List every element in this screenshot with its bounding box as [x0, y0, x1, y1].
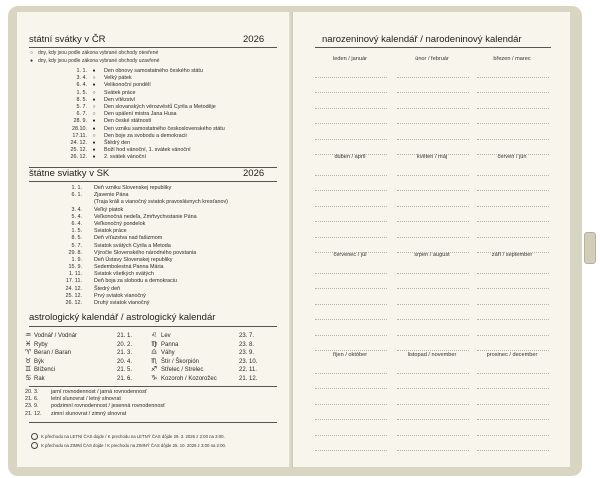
entry-line[interactable] — [477, 420, 549, 436]
sk-holiday-row — [17, 243, 287, 250]
holiday-date: 17. 11. — [65, 278, 82, 285]
month-label: červen / jún — [497, 154, 527, 160]
holiday-name: Svátek práce — [104, 89, 136, 96]
birthday-entry-lines[interactable] — [397, 358, 469, 451]
month-label: říjen / október — [332, 352, 368, 358]
shop-status-icon: ● — [92, 82, 96, 89]
entry-line[interactable] — [477, 160, 549, 176]
holiday-date: 1. 11. — [68, 271, 82, 278]
divider — [29, 386, 277, 387]
divider — [315, 47, 551, 48]
shop-status-icon: ● — [92, 147, 96, 154]
holiday-date: 5. 7. — [76, 103, 87, 110]
holiday-name: Boží hod vánoční, 1. svátek vánoční — [104, 147, 191, 154]
month-label: únor / február — [415, 56, 449, 62]
sk-holiday-row — [17, 278, 287, 285]
shop-status-icon: ○ — [92, 103, 96, 110]
holiday-date: 24. 12. — [65, 285, 82, 292]
entry-line[interactable] — [477, 109, 549, 125]
dst-note-winter — [31, 441, 226, 450]
shop-status-icon: ● — [92, 68, 96, 74]
sk-holiday-row — [17, 228, 287, 235]
cz-holiday-row — [17, 140, 287, 147]
sk-holiday-row — [17, 264, 287, 271]
month-label: květen / máj — [416, 154, 448, 160]
holiday-name: Velký pátek — [104, 75, 132, 82]
holiday-name: Štědrý den — [104, 139, 131, 146]
cz-holiday-row — [17, 133, 287, 140]
zodiac-sign-icon: ♑ — [151, 374, 158, 382]
holiday-name: Veľkonočný pondelok — [94, 220, 146, 227]
sk-holiday-row — [17, 214, 287, 221]
zodiac-sign-icon: ♎ — [151, 349, 158, 356]
season-row — [25, 396, 275, 403]
season-date: 21. 12. — [25, 410, 42, 417]
zodiac-sign-name: Štír / Škorpión — [161, 358, 200, 365]
entry-line[interactable] — [397, 124, 469, 140]
shop-status-icon: ● — [92, 139, 96, 146]
entry-line[interactable] — [315, 124, 387, 140]
cz-holidays-year: 2026 — [243, 34, 265, 45]
entry-line[interactable] — [397, 389, 469, 405]
cz-holiday-list — [17, 68, 287, 161]
holiday-name: Sviatok práce — [94, 228, 127, 235]
clock-icon — [31, 433, 38, 440]
legend-closed-icon: ● — [30, 58, 34, 64]
entry-line[interactable] — [315, 140, 387, 156]
entry-line[interactable] — [315, 62, 387, 78]
shop-status-icon: ● — [92, 154, 96, 161]
dst-note-summer — [31, 432, 226, 441]
entry-line[interactable] — [315, 305, 387, 321]
entry-line[interactable] — [477, 78, 549, 94]
entry-line[interactable] — [315, 289, 387, 305]
zodiac-sign-name: Lev — [161, 333, 171, 339]
shop-status-icon: ● — [92, 125, 96, 132]
sk-holiday-row — [17, 300, 287, 307]
entry-line[interactable] — [397, 405, 469, 421]
dst-note-text: K přechodu na LETNÍ ČAS dojde / K prechodu na LETNÝ ČAS dôjde 29. 3. 2026 z 2:00 na 3:00. — [41, 434, 225, 439]
shop-status-icon: ○ — [92, 132, 96, 139]
entry-line[interactable] — [477, 320, 549, 336]
sk-holiday-row — [17, 271, 287, 278]
holiday-date: 1. 5. — [71, 228, 82, 235]
holiday-date: 6. 4. — [71, 220, 82, 227]
birthday-entry-lines[interactable] — [315, 358, 387, 451]
entry-line[interactable] — [397, 62, 469, 78]
holiday-date: 25. 12. — [70, 147, 87, 154]
month-label: listopad / november — [407, 352, 457, 358]
holiday-date: 24. 12. — [70, 139, 87, 146]
sk-holiday-row — [17, 293, 287, 300]
entry-line[interactable] — [315, 160, 387, 176]
holiday-name: (Traja králi a vianočný sviatok pravoslávnych kresťanov) — [94, 199, 228, 206]
sk-holiday-row — [17, 286, 287, 293]
holiday-name: Sviatok svätých Cyrila a Metoda — [94, 242, 171, 249]
entry-line[interactable] — [315, 191, 387, 207]
shop-status-icon: ● — [92, 96, 96, 103]
cz-holiday-row — [17, 118, 287, 125]
entry-line[interactable] — [397, 289, 469, 305]
entry-line[interactable] — [315, 336, 387, 352]
entry-line[interactable] — [397, 191, 469, 207]
zodiac-sign-icon: ♋ — [25, 374, 32, 382]
entry-line[interactable] — [315, 320, 387, 336]
month-label: březen / marec — [493, 56, 531, 62]
birthday-entry-lines[interactable] — [397, 160, 469, 253]
entry-line[interactable] — [315, 176, 387, 192]
season-date: 23. 9. — [25, 403, 39, 410]
shop-status-icon: ○ — [92, 89, 96, 96]
cz-holiday-row — [17, 75, 287, 82]
elastic-strap[interactable] — [584, 232, 596, 264]
holiday-name: Den vzniku samostatného československého státu — [104, 125, 225, 132]
zodiac-sign-icon: ♈ — [25, 349, 32, 356]
zodiac-sign-name: Býk — [34, 358, 45, 365]
season-row — [25, 403, 275, 410]
cz-holiday-row — [17, 82, 287, 89]
holiday-name: Štedrý deň — [94, 285, 121, 292]
sk-holiday-row — [17, 207, 287, 214]
zodiac-sign-date: 20. 4. — [117, 358, 133, 365]
holiday-date: 3. 4. — [71, 206, 82, 213]
entry-line[interactable] — [477, 258, 549, 274]
entry-line[interactable] — [397, 176, 469, 192]
month-label: prosinec / december — [486, 352, 538, 358]
entry-line[interactable] — [315, 222, 387, 238]
zodiac-sign-name: Kozoroh / Kozorožec — [161, 375, 217, 382]
entry-line[interactable] — [397, 420, 469, 436]
month-label: srpen / august — [414, 252, 450, 258]
zodiac-sign-name: Beran / Baran — [34, 350, 72, 356]
entry-line[interactable] — [315, 258, 387, 274]
entry-line[interactable] — [315, 436, 387, 452]
divider — [29, 47, 277, 48]
birthday-entry-lines[interactable] — [315, 62, 387, 155]
holiday-date: 5. 4. — [71, 213, 82, 220]
holiday-name: Veľkonočná nedeľa, Zmŕtvychvstanie Pána — [94, 213, 197, 220]
holiday-date: 5. 7. — [71, 242, 82, 249]
zodiac-sign-date: 23. 8. — [239, 341, 255, 348]
holiday-date: 6. 4. — [76, 82, 87, 89]
holiday-name: Veľký piatok — [94, 206, 124, 213]
entry-line[interactable] — [397, 222, 469, 238]
entry-line[interactable] — [397, 207, 469, 223]
holiday-date: 8. 5. — [76, 96, 87, 103]
entry-line[interactable] — [477, 124, 549, 140]
birthday-calendar-title: narozeninový kalendář / narodeninový kalendár — [322, 34, 522, 45]
holiday-name: Den upálení mistra Jana Husa — [104, 111, 177, 118]
shop-status-icon: ● — [92, 118, 96, 125]
sk-holiday-row — [17, 257, 287, 264]
holiday-name: Deň Ústavy Slovenskej republiky — [94, 256, 173, 263]
legend-open-icon: ○ — [30, 50, 34, 56]
zodiac-row — [25, 332, 275, 341]
zodiac-sign-date: 22. 11. — [239, 367, 257, 373]
legend-open-text: dny, kdy jsou podle zákona vybrané obchody otevřené — [38, 50, 159, 56]
holiday-name: Den obnovy samostatného českého státu — [104, 68, 203, 74]
entry-line[interactable] — [397, 93, 469, 109]
astro-title: astrologický kalendář / astrologický kalendár — [29, 312, 216, 323]
zodiac-sign-date: 21. 1. — [117, 333, 133, 339]
zodiac-table — [25, 332, 275, 383]
entry-line[interactable] — [315, 238, 387, 254]
entry-line[interactable] — [397, 258, 469, 274]
entry-line[interactable] — [477, 305, 549, 321]
holiday-name: Zjavenie Pána — [94, 192, 129, 199]
entry-line[interactable] — [397, 160, 469, 176]
holiday-name: Den slovanských věrozvěstů Cyrila a Metoděje — [104, 103, 216, 110]
birthday-entry-lines[interactable] — [397, 258, 469, 351]
entry-line[interactable] — [397, 358, 469, 374]
entry-line[interactable] — [315, 274, 387, 290]
entry-line[interactable] — [397, 336, 469, 352]
cz-holiday-row — [17, 154, 287, 161]
holiday-date: 8. 5. — [71, 235, 82, 242]
zodiac-sign-name: Panna — [161, 341, 179, 348]
holiday-name: Deň víťazstva nad fašizmom — [94, 235, 163, 242]
season-date: 20. 3. — [25, 389, 39, 395]
zodiac-row — [25, 349, 275, 358]
entry-line[interactable] — [477, 62, 549, 78]
zodiac-sign-name: Rak — [34, 375, 45, 382]
entry-line[interactable] — [315, 405, 387, 421]
holiday-name: Deň boja za slobodu a demokraciu — [94, 278, 178, 285]
cz-holiday-row — [17, 147, 287, 154]
cz-holiday-row — [17, 97, 287, 104]
holiday-date: 15. 9. — [68, 264, 82, 271]
holiday-name: Výročie Slovenského národného povstania — [94, 249, 197, 256]
cz-holiday-row — [17, 104, 287, 111]
sk-holiday-row — [17, 199, 287, 206]
sk-holiday-row — [17, 250, 287, 257]
birthday-entry-lines[interactable] — [397, 62, 469, 155]
season-name: podzimní rovnodennost / jesenná rovnodennosť — [51, 403, 166, 410]
cz-holiday-row — [17, 90, 287, 97]
entry-line[interactable] — [477, 289, 549, 305]
zodiac-sign-name: Váhy — [161, 350, 175, 356]
entry-line[interactable] — [477, 176, 549, 192]
cz-holiday-row — [17, 68, 287, 75]
entry-line[interactable] — [397, 238, 469, 254]
entry-line[interactable] — [315, 374, 387, 390]
legend-closed — [30, 58, 159, 64]
left-page — [17, 12, 290, 467]
holiday-name: Deň vzniku Slovenskej republiky — [94, 185, 172, 191]
season-row — [25, 389, 275, 396]
sk-holiday-list — [17, 185, 287, 307]
zodiac-sign-date: 23. 9. — [239, 350, 255, 356]
zodiac-sign-date: 23. 10. — [239, 358, 258, 365]
entry-line[interactable] — [315, 358, 387, 374]
birthday-entry-lines[interactable] — [477, 160, 549, 253]
sk-holidays-year: 2026 — [243, 168, 265, 179]
entry-line[interactable] — [477, 93, 549, 109]
sk-holidays-title: štátne sviatky v SK — [29, 168, 110, 179]
birthday-entry-lines[interactable] — [477, 258, 549, 351]
cz-holiday-row — [17, 126, 287, 133]
zodiac-sign-date: 21. 5. — [117, 367, 133, 373]
entry-line[interactable] — [477, 405, 549, 421]
entry-line[interactable] — [315, 109, 387, 125]
zodiac-sign-icon: ♌ — [151, 332, 158, 339]
zodiac-sign-icon: ♍ — [151, 340, 158, 348]
zodiac-sign-date: 20. 2. — [117, 341, 133, 348]
month-label: leden / január — [333, 56, 367, 62]
entry-line[interactable] — [315, 93, 387, 109]
holiday-name: Velikonoční pondělí — [104, 82, 151, 89]
zodiac-sign-name: Blíženci — [34, 367, 56, 373]
entry-line[interactable] — [477, 222, 549, 238]
shop-status-icon: ○ — [92, 75, 96, 82]
zodiac-sign-date: 23. 7. — [239, 333, 255, 339]
entry-line[interactable] — [477, 274, 549, 290]
entry-line[interactable] — [477, 191, 549, 207]
holiday-date: 28. 9. — [73, 118, 87, 125]
zodiac-sign-name: Střelec / Strelec — [161, 367, 204, 373]
zodiac-sign-name: Ryby — [34, 341, 48, 348]
entry-line[interactable] — [397, 374, 469, 390]
zodiac-sign-icon: ♓ — [25, 340, 32, 348]
entry-line[interactable] — [397, 274, 469, 290]
season-list — [25, 389, 275, 418]
entry-line[interactable] — [397, 436, 469, 452]
zodiac-row — [25, 341, 275, 350]
birthday-entry-lines[interactable] — [315, 160, 387, 253]
zodiac-row — [25, 366, 275, 375]
entry-line[interactable] — [397, 140, 469, 156]
entry-line[interactable] — [477, 336, 549, 352]
sk-holiday-row — [17, 221, 287, 228]
zodiac-sign-icon: ♒ — [25, 332, 32, 339]
entry-line[interactable] — [477, 207, 549, 223]
season-name: jarní rovnodennost / jarná rovnodennosť — [51, 389, 147, 395]
holiday-date: 1. 1. — [71, 185, 82, 191]
entry-line[interactable] — [477, 436, 549, 452]
season-date: 21. 6. — [25, 396, 39, 403]
holiday-date: 6. 7. — [76, 111, 87, 118]
holiday-date: 1. 9. — [71, 256, 82, 263]
holiday-date: 1. 1. — [76, 68, 87, 74]
zodiac-sign-icon: ♊ — [25, 366, 32, 373]
entry-line[interactable] — [477, 238, 549, 254]
holiday-name: Prvý sviatok vianočný — [94, 292, 146, 299]
zodiac-row — [25, 358, 275, 367]
birthday-entry-lines[interactable] — [477, 358, 549, 451]
sk-holiday-row — [17, 192, 287, 199]
entry-line[interactable] — [315, 389, 387, 405]
birthday-entry-lines[interactable] — [477, 62, 549, 155]
sk-holiday-row — [17, 185, 287, 192]
cz-holiday-row — [17, 111, 287, 118]
holiday-name: Den vítězství — [104, 96, 136, 103]
holiday-date: 3. 4. — [76, 75, 87, 82]
shop-status-icon: ○ — [92, 111, 96, 118]
entry-line[interactable] — [397, 109, 469, 125]
clock-icon — [31, 442, 38, 449]
holiday-date: 29. 8. — [68, 249, 82, 256]
entry-line[interactable] — [397, 78, 469, 94]
holiday-date: 26. 12. — [65, 300, 82, 306]
zodiac-sign-date: 21. 3. — [117, 350, 133, 356]
entry-line[interactable] — [397, 305, 469, 321]
legend-closed-text: dny, kdy jsou podle zákona vybrané obchody uzavřené — [38, 58, 160, 64]
zodiac-sign-icon: ♏ — [151, 357, 158, 365]
entry-line[interactable] — [315, 78, 387, 94]
zodiac-row — [25, 375, 275, 384]
holiday-name: 2. svátek vánoční — [104, 154, 146, 161]
holiday-date: 26. 12. — [70, 154, 87, 161]
month-label: červenec / júl — [333, 252, 367, 258]
zodiac-sign-icon: ♐ — [151, 366, 158, 373]
season-row — [25, 411, 275, 418]
holiday-name: Den české státnosti — [104, 118, 152, 125]
holiday-date: 25. 12. — [65, 292, 82, 299]
holiday-name: Druhý sviatok vianočný — [94, 300, 150, 306]
entry-line[interactable] — [477, 374, 549, 390]
birthday-entry-lines[interactable] — [315, 258, 387, 351]
entry-line[interactable] — [477, 140, 549, 156]
right-page — [292, 12, 570, 467]
entry-line[interactable] — [397, 320, 469, 336]
divider — [29, 181, 277, 182]
dst-notes — [31, 432, 226, 450]
zodiac-sign-name: Vodnář / Vodnár — [34, 333, 78, 339]
season-name: letní slunovrat / letný slnovrat — [51, 396, 121, 403]
cz-holidays-title: státní svátky v ČR — [29, 34, 106, 45]
season-name: zimní slunovrat / zimný slnovrat — [51, 410, 127, 417]
holiday-date: 17.11. — [72, 132, 87, 139]
zodiac-sign-icon: ♉ — [25, 357, 32, 365]
zodiac-sign-date: 21. 12. — [239, 375, 258, 382]
zodiac-sign-date: 21. 6. — [117, 375, 133, 382]
entry-line[interactable] — [477, 358, 549, 374]
holiday-date: 28.10. — [72, 125, 87, 132]
month-label: duben / apríl — [334, 154, 366, 160]
divider — [29, 326, 277, 327]
holiday-date: 6. 1. — [71, 192, 82, 199]
legend-open — [30, 50, 158, 56]
month-label: září / september — [491, 252, 533, 258]
dst-note-text: K přechodu na ZIMNÍ ČAS dojde / K prechodu na ZIMNÝ ČAS dôjde 25. 10. 2026 z 3:00 na 2:00. — [41, 443, 227, 448]
holiday-date: 1. 5. — [76, 89, 87, 96]
divider — [29, 422, 277, 423]
sk-holiday-row — [17, 235, 287, 242]
entry-line[interactable] — [477, 389, 549, 405]
holiday-name: Den boje za svobodu a demokracii — [104, 132, 187, 139]
holiday-name: Sedembolestná Panna Mária — [94, 264, 164, 271]
holiday-name: Sviatok všetkých svätých — [94, 271, 154, 278]
entry-line[interactable] — [315, 207, 387, 223]
entry-line[interactable] — [315, 420, 387, 436]
